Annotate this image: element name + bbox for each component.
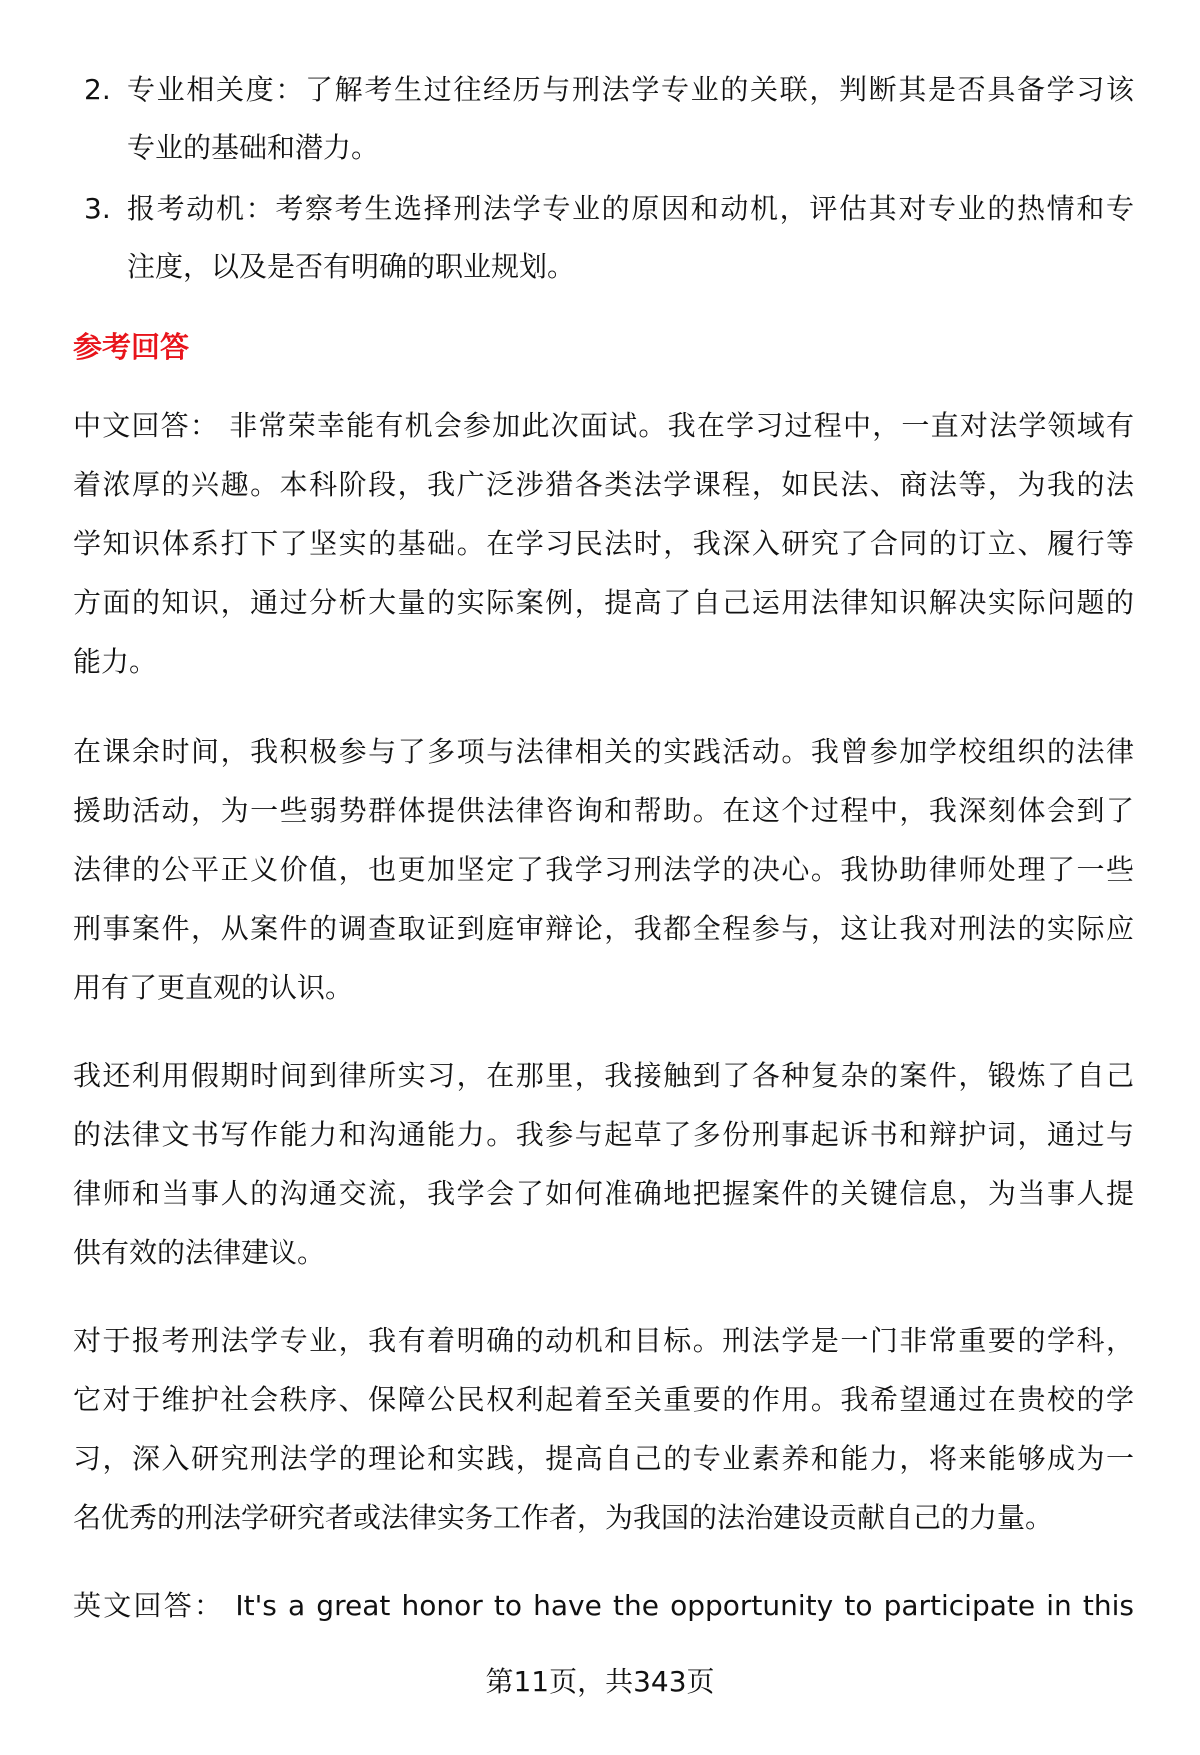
paragraph-line: 名优秀的刑法学研究者或法律实务工作者，为我国的法治建设贡献自己的力量。 [73,1501,1054,1534]
list-item-number: 2. [84,73,111,106]
paragraph-line: 它对于维护社会秩序、保障公民权利起着至关重要的作用。我希望通过在贵校的学 [73,1383,1134,1416]
paragraph-line: 用有了更直观的认识。 [73,971,354,1004]
list-item-text: 专业的基础和潜力。 [127,131,380,164]
paragraph-line: 供有效的法律建议。 [73,1236,326,1269]
page-number: 第11页，共343页 [485,1665,715,1698]
paragraph-line: 中文回答： 非常荣幸能有机会参加此次面试。我在学习过程中，一直对法学领域有 [73,409,1134,442]
list-item-text: 报考动机：考察考生选择刑法学专业的原因和动机，评估其对专业的热情和专 [127,192,1134,225]
paragraph-line: 法律的公平正义价值，也更加坚定了我学习刑法学的决心。我协助律师处理了一些 [73,853,1134,886]
paragraph-line: 律师和当事人的沟通交流，我学会了如何准确地把握案件的关键信息，为当事人提 [73,1177,1134,1210]
section-heading: 参考回答 [73,330,190,364]
paragraph-line: 我还利用假期时间到律所实习，在那里，我接触到了各种复杂的案件，锻炼了自己 [73,1059,1134,1092]
paragraph-line: 习，深入研究刑法学的理论和实践，提高自己的专业素养和能力，将来能够成为一 [73,1442,1134,1475]
paragraph-line: 援助活动，为一些弱势群体提供法律咨询和帮助。在这个过程中，我深刻体会到了 [73,794,1134,827]
paragraph-line: 的法律文书写作能力和沟通能力。我参与起草了多份刑事起诉书和辩护词，通过与 [73,1118,1134,1151]
list-item-text: 专业相关度：了解考生过往经历与刑法学专业的关联，判断其是否具备学习该 [127,73,1134,106]
list-item-text: 注度，以及是否有明确的职业规划。 [127,250,576,283]
paragraph-line: 对于报考刑法学专业，我有着明确的动机和目标。刑法学是一门非常重要的学科， [73,1324,1134,1357]
paragraph-line: 能力。 [73,645,158,678]
paragraph-line: 学知识体系打下了坚实的基础。在学习民法时，我深入研究了合同的订立、履行等 [73,527,1134,560]
paragraph-line: 英文回答： It's a great honor to have the opportunity to participate in this [73,1589,1134,1622]
paragraph-line: 刑事案件，从案件的调查取证到庭审辩论，我都全程参与，这让我对刑法的实际应 [73,912,1134,945]
paragraph-line: 方面的知识，通过分析大量的实际案例，提高了自己运用法律知识解决实际问题的 [73,586,1134,619]
paragraph-line: 在课余时间，我积极参与了多项与法律相关的实践活动。我曾参加学校组织的法律 [73,735,1134,768]
list-item-number: 3. [84,192,111,225]
paragraph-line: 着浓厚的兴趣。本科阶段，我广泛涉猎各类法学课程，如民法、商法等，为我的法 [73,468,1134,501]
